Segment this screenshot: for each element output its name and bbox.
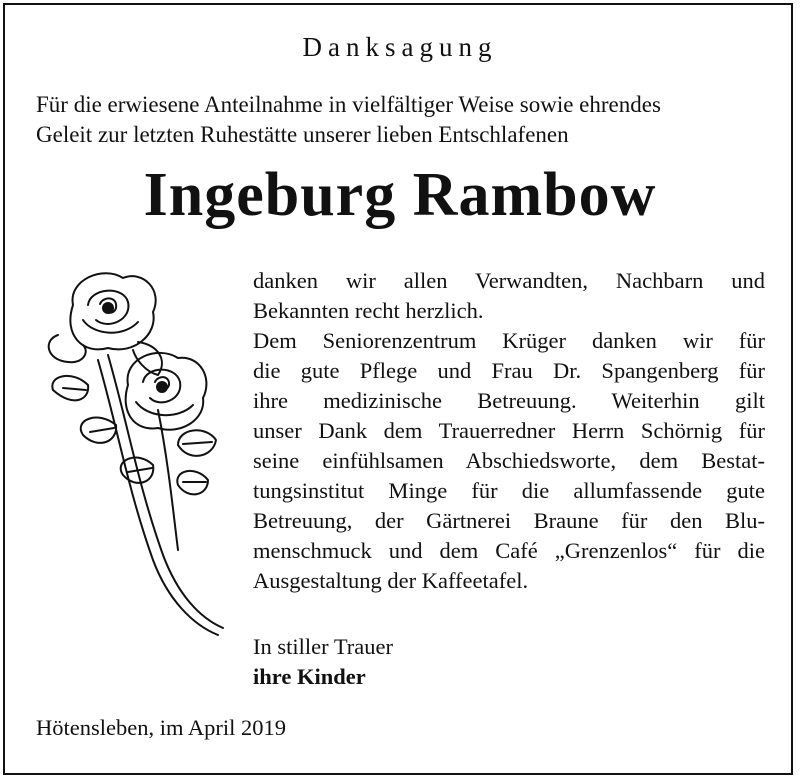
place-date: Hötensleben, im April 2019 bbox=[36, 715, 286, 740]
intro-text bbox=[36, 90, 766, 150]
text-line: Betreuung, der Gärtnerei Braune für den Blu- bbox=[253, 508, 765, 533]
text-line: menschmuck und dem Café „Grenzenlos“ für die bbox=[253, 538, 765, 563]
signer: ihre Kinder bbox=[253, 664, 366, 689]
text-line: danken wir allen Verwandten, Nachbarn und bbox=[253, 268, 765, 293]
deceased-name: Ingeburg Rambow bbox=[143, 161, 657, 229]
text-line: tungsinstitut Minge für die allumfassende gute bbox=[253, 478, 765, 503]
text-line: ihre medizinische Betreuung. Weiterhin gilt bbox=[253, 388, 765, 413]
intro-line: Für die erwiesene Anteilnahme in vielfältiger Weise sowie ehrendes bbox=[36, 92, 661, 117]
closing-phrase: In stiller Trauer bbox=[253, 634, 393, 659]
text-line: Dem Seniorenzentrum Krüger danken wir für bbox=[253, 328, 765, 353]
notice-heading: Danksagung bbox=[302, 32, 498, 62]
text-line: Bekannten recht herzlich. bbox=[253, 298, 484, 323]
closing-block bbox=[253, 632, 393, 692]
text-line: Ausgestaltung der Kaffeetafel. bbox=[253, 568, 529, 593]
rose-drawing bbox=[28, 260, 238, 650]
text-line: die gute Pflege und Frau Dr. Spangenberg für bbox=[253, 358, 765, 383]
intro-line: Geleit zur letzten Ruhestätte unserer lieben Entschlafenen bbox=[36, 122, 569, 147]
text-line: unser Dank dem Trauerredner Herrn Schörnig für bbox=[253, 418, 765, 443]
thanks-paragraph bbox=[253, 266, 765, 596]
text-line: seine einfühlsamen Abschiedsworte, dem Bestat- bbox=[253, 448, 765, 473]
